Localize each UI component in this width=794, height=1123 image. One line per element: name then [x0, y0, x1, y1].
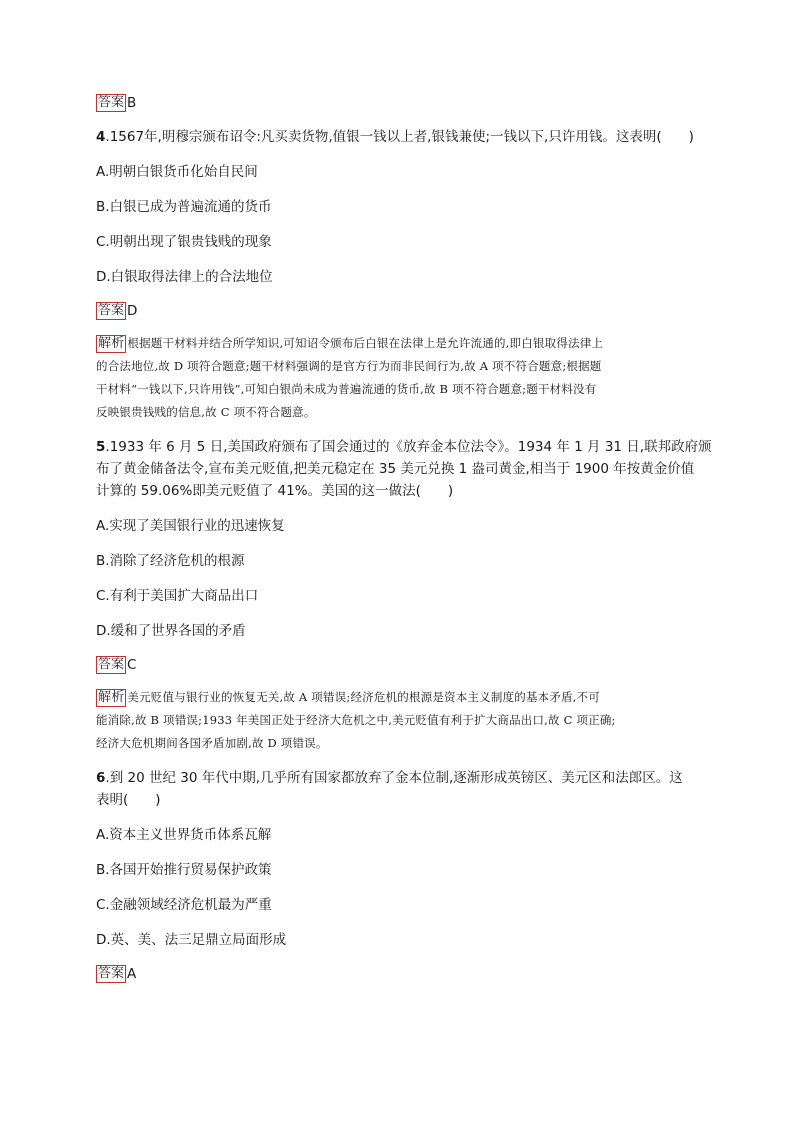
question-stem-line: 表明( ): [96, 792, 161, 808]
question-text: .1567年,明穆宗颁布诏令:凡买卖货物,值银一钱以上者,银钱兼使;一钱以下,只许用钱。这表明( ): [105, 129, 694, 145]
answer-tag: 答案: [98, 95, 125, 110]
answer-tag: 答案: [98, 966, 125, 981]
explanation-line: 能消除,故 B 项错误;1933 年美国正处于经济大危机之中,美元贬值有利于扩大商品出口,故 C 项正确;: [96, 713, 616, 727]
option-c: C.金融领域经济危机最为严重: [96, 897, 272, 913]
explanation: [96, 332, 706, 424]
explanation-line: 经济大危机期间各国矛盾加剧,故 D 项错误。: [96, 736, 328, 750]
question-number: 6: [96, 770, 106, 786]
question-4: [96, 126, 706, 424]
question-stem: [96, 126, 706, 148]
question-stem-line: 计算的 59.06%即美元贬值了 41%。美国的这一做法( ): [96, 483, 454, 499]
answer-line: [96, 965, 706, 983]
explanation-line: 反映银贵钱贱的信息,故 C 项不符合题意。: [96, 405, 316, 419]
explain-tag: 解析: [98, 690, 125, 705]
explanation-line: 干材料“一钱以下,只许用钱”,可知白银尚未成为普遍流通的货币,故 B 项不符合题意;题干材料没有: [96, 382, 597, 396]
explanation-line: 的合法地位,故 D 项符合题意;题干材料强调的是官方行为而非民间行为,故 A 项不符合题意;根据题: [96, 359, 602, 373]
option-c: C.有利于美国扩大商品出口: [96, 588, 259, 604]
answer-line: [96, 656, 706, 674]
answer-value: D: [127, 303, 138, 319]
option-c: C.明朝出现了银贵钱贱的现象: [96, 234, 272, 250]
option-d: D.白银取得法律上的合法地位: [96, 269, 273, 285]
explain-tag: 解析: [98, 336, 125, 351]
explanation-text: 根据题干材料并结合所学知识,可知诏令颁布后白银在法律上是允许流通的,即白银取得法律上: [127, 336, 604, 350]
option-a: A.明朝白银货币化始自民间: [96, 164, 258, 180]
question-number: 4: [96, 129, 106, 145]
answer-line: [96, 94, 706, 112]
answer-value: A: [127, 966, 137, 982]
explanation-text: 美元贬值与银行业的恢复无关,故 A 项错误;经济危机的根源是资本主义制度的基本矛盾,不可: [127, 690, 601, 704]
answer-tag: 答案: [98, 303, 125, 318]
question-stem-line: [96, 767, 706, 789]
question-number: 5: [96, 439, 106, 455]
question-text: .1933 年 6 月 5 日,美国政府颁布了国会通过的《放弃金本位法令》。1934 年 1 月 31 日,联邦政府颁: [105, 439, 712, 455]
question-stem-line: 布了黄金储备法令,宣布美元贬值,把美元稳定在 35 美元兑换 1 盎司黄金,相当于 1900 年按黄金价值: [96, 461, 695, 477]
explanation-line: [96, 332, 706, 355]
explanation: [96, 686, 706, 755]
option-b: B.各国开始推行贸易保护政策: [96, 862, 272, 878]
option-b: B.白银已成为普遍流通的货币: [96, 199, 272, 215]
option-d: D.缓和了世界各国的矛盾: [96, 623, 246, 639]
question-text: .到 20 世纪 30 年代中期,几乎所有国家都放弃了金本位制,逐渐形成英镑区、美元区和法郎区。这: [105, 770, 683, 786]
question-6: [96, 767, 706, 983]
explanation-line: [96, 686, 706, 709]
answer-value: C: [127, 657, 137, 673]
option-a: A.实现了美国银行业的迅速恢复: [96, 518, 285, 534]
question-stem-line: [96, 436, 712, 458]
document-page: [96, 94, 712, 983]
option-d: D.英、美、法三足鼎立局面形成: [96, 932, 287, 948]
answer-value: B: [127, 95, 137, 111]
answer-line: [96, 302, 706, 320]
option-a: A.资本主义世界货币体系瓦解: [96, 827, 272, 843]
question-5: [96, 436, 712, 755]
answer-tag: 答案: [98, 657, 125, 672]
option-b: B.消除了经济危机的根源: [96, 553, 245, 569]
